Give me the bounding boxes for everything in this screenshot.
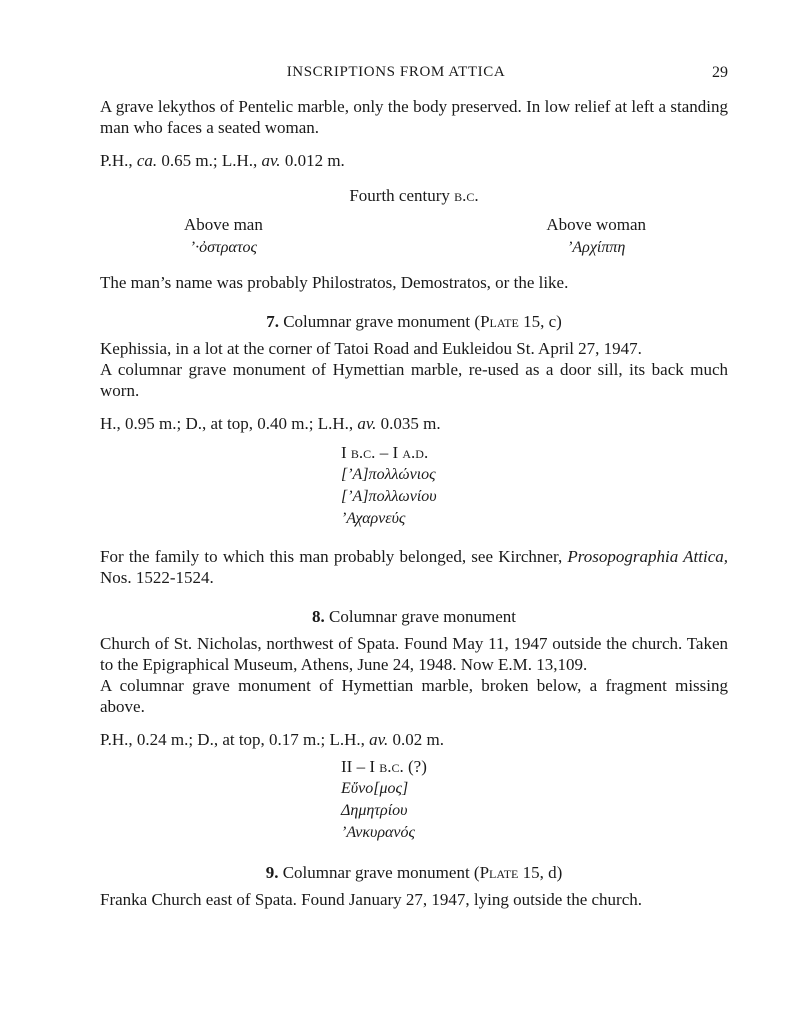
text-man: ʼ·ὀστρατος (189, 239, 258, 256)
entry6-description: A grave lekythos of Pentelic marble, only the body preserved. In low relief at left a standing man who faces a seated woman. (100, 97, 728, 137)
page-body (100, 96, 728, 910)
entry9-heading: 9. Columnar grave monument (Plate 15, d) (265, 863, 563, 882)
label-man-column (184, 214, 263, 258)
entry7-inscription (337, 442, 491, 530)
entry9-find: Franka Church east of Spata. Found January 27, 1947, lying outside the church. (100, 890, 643, 909)
text-woman: ʼΑρχίππη (567, 239, 626, 256)
entry8-dimensions: P.H., 0.24 m.; D., at top, 0.17 m.; L.H., av. 0.02 m. (100, 730, 444, 749)
inscription-line: [’Α]πολλωνίου (341, 488, 437, 505)
entry6-note: The man’s name was probably Philostratos, Demostratos, or the like. (100, 273, 569, 292)
inscription-line: ’Ανκυρανός (341, 824, 416, 841)
page-number: 29 (712, 64, 728, 81)
inscription-line: Δημητρίου (341, 802, 408, 819)
label-woman-column (546, 214, 646, 258)
inscription-line: [’Α]πολλώνιος (341, 466, 436, 483)
entry8-inscription (337, 756, 491, 844)
label-woman: Above woman (546, 215, 646, 234)
entry7-description: A columnar grave monument of Hymettian marble, re-used as a door sill, its back much worn. (100, 360, 728, 400)
entry6-dimensions: P.H., ca. 0.65 m.; L.H., av. 0.012 m. (100, 151, 345, 170)
entry7-find: Kephissia, in a lot at the corner of Tatoi Road and Eukleidou St. April 27, 1947. (100, 339, 642, 358)
entry6-labels (100, 214, 728, 258)
entry6-date: Fourth century b.c. (349, 186, 479, 205)
inscription-line: ’Αχαρνεύς (341, 510, 406, 527)
entry7-dimensions: H., 0.95 m.; D., at top, 0.40 m.; L.H., av. 0.035 m. (100, 414, 441, 433)
entry8-heading: 8. Columnar grave monument (312, 607, 516, 626)
entry7-note: For the family to which this man probably belonged, see Kirchner, Prosopographia Attica, Nos. 1522-1524. (100, 547, 728, 587)
entry8-dating: II – I b.c. (?) (341, 757, 427, 776)
entry8-description: A columnar grave monument of Hymettian marble, broken below, a fragment missing above. (100, 676, 728, 716)
entry8-find: Church of St. Nicholas, northwest of Spata. Found May 11, 1947 outside the church. Taken to the Epigraphical Museum, Athens, June 24, 1948. Now E.M. 13,109. (100, 634, 728, 674)
entry7-dating: I b.c. – I a.d. (341, 443, 429, 462)
label-man: Above man (184, 215, 263, 234)
running-head: INSCRIPTIONS FROM ATTICA (286, 64, 506, 80)
inscription-line: Εὔνο[μος] (341, 780, 409, 797)
entry7-heading: 7. Columnar grave monument (Plate 15, c) (266, 312, 562, 331)
